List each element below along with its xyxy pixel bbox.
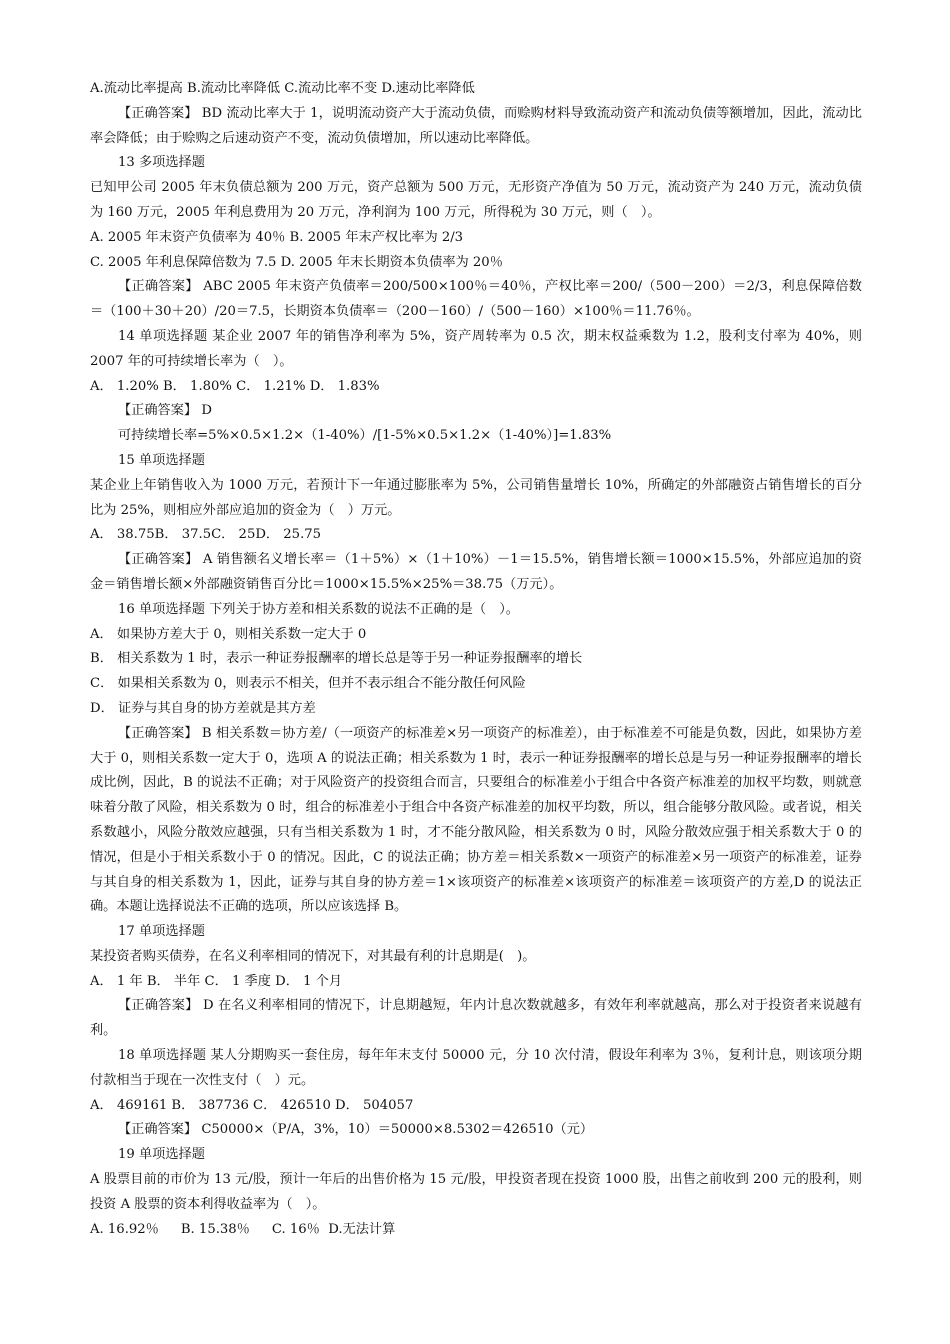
answer-paragraph: 【正确答案】 BD 流动比率大于 1，说明流动资产大于流动负债，而赊购材料导致流动资产和流动负债等额增加，因此，流动比率会降低；由于赊购之后速动资产不变，流动负债增加，所以速动比率降低。 <box>90 105 862 146</box>
answer-paragraph: 【正确答案】 ABC 2005 年末资产负债率＝200/500×100％＝40％，产权比率＝200/（500－200）＝2/3，利息保障倍数＝（100＋30＋20）/20＝7.5，长期资本负债率＝（200－160）/（500－160）×100％＝11.76％。 <box>90 279 862 320</box>
option-line: C. 2005 年利息保障倍数为 7.5 D. 2005 年末长期资本负债率为 20％ <box>90 254 503 270</box>
option-line: A． 1 年 B． 半年 C． 1 季度 D． 1 个月 <box>90 973 343 989</box>
option-b: B. 15.38％ <box>180 1221 250 1237</box>
option-line: A. 2005 年末资产负债率为 40％ B. 2005 年末产权比率为 2/3 <box>90 229 464 245</box>
option-line: A． 38.75B． 37.5C． 25D． 25.75 <box>90 527 322 543</box>
question-heading: 16 单项选择题 下列关于协方差和相关系数的说法不正确的是（ ）。 <box>118 601 519 617</box>
question-heading: 17 单项选择题 <box>118 924 205 940</box>
option-a: A. 16.92％ <box>90 1221 159 1237</box>
option-line: C． 如果相关系数为 0，则表示不相关，但并不表示组合不能分散任何风险 <box>90 676 526 692</box>
option-line: A． 如果协方差大于 0，则相关系数一定大于 0 <box>90 626 367 642</box>
question-paragraph: 某企业上年销售收入为 1000 万元，若预计下一年通过膨胀率为 5%，公司销售量增长 10%，所确定的外部融资占销售增长的百分比为 25%，则相应外部应追加的资金为（ ）万元。 <box>90 477 862 518</box>
option-line <box>90 1218 862 1243</box>
answer-line: 【正确答案】 C50000×（P/A，3%，10）＝50000×8.5302＝426510（元） <box>118 1122 594 1138</box>
question-heading: 13 多项选择题 <box>118 155 205 171</box>
question-paragraph: 18 单项选择题 某人分期购买一套住房，每年年末支付 50000 元，分 10 次付清，假设年利率为 3％，复利计息，则该项分期付款相当于现在一次性支付（ ）元。 <box>90 1048 862 1088</box>
answer-paragraph: 【正确答案】 A 销售额名义增长率＝（1＋5%）×（1＋10%）－1＝15.5%，销售增长额＝1000×15.5%，外部应追加的资金＝销售增长额×外部融资销售百分比＝1000×15.5%×25%＝38.75（万元）。 <box>90 552 862 592</box>
question-line: 某投资者购买债券，在名义利率相同的情况下，对其最有利的计息期是( )。 <box>90 948 536 964</box>
document-page <box>90 77 862 1242</box>
question-paragraph: 已知甲公司 2005 年末负债总额为 200 万元，资产总额为 500 万元，无形资产净值为 50 万元，流动资产为 240 万元，流动负债为 160 万元，2005 年利息费用为 20 万元，净利润为 100 万元，所得税为 30 万元，则（ ）。 <box>90 180 862 220</box>
option-line: A． 469161 B． 387736 C． 426510 D． 504057 <box>90 1097 414 1113</box>
question-heading: 19 单项选择题 <box>118 1147 205 1163</box>
answer-paragraph: 【正确答案】 D 在名义利率相同的情况下，计息期越短，年内计息次数就越多，有效年利率就越高，那么对于投资者来说越有利。 <box>90 998 862 1039</box>
option-line: A． 1.20% B． 1.80% C． 1.21% D． 1.83% <box>90 378 380 394</box>
option-line: D． 证券与其自身的协方差就是其方差 <box>90 700 316 716</box>
question-paragraph: A 股票目前的市价为 13 元/股，预计一年后的出售价格为 15 元/股，甲投资者现在投资 1000 股，出售之前收到 200 元的股利，则投资 A 股票的资本利得收益率为（ ）。 <box>90 1172 862 1212</box>
formula-line: 可持续增长率=5%×0.5×1.2×（1-40%）/[1-5%×0.5×1.2×（1-40%）]=1.83% <box>118 428 612 444</box>
answer-line: 【正确答案】 D <box>118 403 212 419</box>
answer-paragraph: 【正确答案】 B 相关系数＝协方差/（一项资产的标准差×另一项资产的标准差），由于标准差不可能是负数，因此，如果协方差大于 0，则相关系数一定大于 0，选项 A 的说法正确；相关系数为 1 时，表示一种证券报酬率的增长总是与另一种证券报酬率的增长成比例，因此，B 的说法不正确；对于风险资产的投资组合而言，只要组合的标准差小于组合中各资产标准差的加权平均数，则就意味着分散了风险，相关系数为 0 时，组合的标准差小于组合中各资产标准差的加权平均数，所以，组合能够分散风险。或者说，相关系数越小，风险分散效应越强，只有当相关系数为 1 时，才不能分散风险，相关系数为 0 时，风险分散效应强于相关系数大于 0 的情况，但是小于相关系数小于 0 的情况。因此，C 的说法正确；协方差＝相关系数×一项资产的标准差×另一项资产的标准差，证券与其自身的相关系数为 1，因此，证券与其自身的协方差＝1×该项资产的标准差×该项资产的标准差＝该项资产的方差,D 的说法正确。本题让选择说法不正确的选项，所以应该选择 B。 <box>90 725 862 915</box>
question-paragraph: 14 单项选择题 某企业 2007 年的销售净利率为 5%，资产周转率为 0.5 次，期末权益乘数为 1.2，股利支付率为 40%，则 2007 年的可持续增长率为（ ）。 <box>90 328 862 369</box>
option-line: B． 相关系数为 1 时，表示一种证券报酬率的增长总是等于另一种证券报酬率的增长 <box>90 651 583 667</box>
option-d: D.无法计算 <box>328 1221 396 1237</box>
question-heading: 15 单项选择题 <box>118 452 205 468</box>
option-c: C. 16％ <box>271 1221 320 1237</box>
text-line: A.流动比率提高 B.流动比率降低 C.流动比率不变 D.速动比率降低 <box>90 81 475 96</box>
